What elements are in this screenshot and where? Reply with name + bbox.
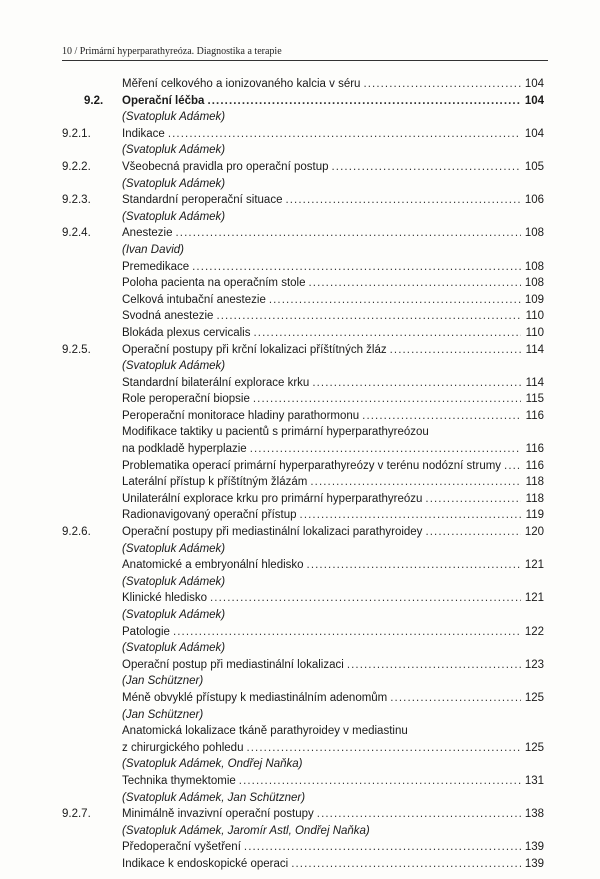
- toc-title: Operační postupy při mediastinální lokalizaci parathyroidey: [122, 526, 423, 539]
- toc-entry: [0, 806, 600, 823]
- toc-title: Poloha pacienta na operačním stole: [122, 277, 306, 290]
- toc-title: Anatomické a embryonální hledisko: [122, 559, 304, 572]
- toc-entry: [0, 723, 600, 740]
- toc-title: Operační postup při mediastinální lokalizaci: [122, 658, 344, 671]
- toc-title: Premedikace: [122, 260, 190, 273]
- toc-page-number: 116: [525, 409, 544, 422]
- toc-page-number: 138: [524, 808, 544, 821]
- toc-title: (Svatopluk Adámek): [122, 210, 226, 223]
- dot-leader: [176, 225, 521, 242]
- dot-leader: [310, 474, 521, 491]
- toc-page-number: 139: [524, 857, 544, 870]
- toc-page-number: 139: [524, 841, 544, 854]
- toc-entry: [0, 259, 600, 276]
- toc-page-number: 108: [524, 260, 544, 273]
- toc-entry: [0, 491, 600, 508]
- toc-entry: [0, 856, 600, 873]
- dot-leader: [307, 557, 521, 574]
- toc-title: Unilaterální explorace krku pro primární hyperparathyreózu: [122, 492, 423, 505]
- toc-title: Blokáda plexus cervicalis: [122, 326, 251, 339]
- toc-entry: [0, 325, 600, 342]
- dot-leader: [390, 342, 521, 359]
- toc-page-number: 119: [525, 509, 544, 522]
- table-of-contents: [0, 76, 600, 873]
- toc-page-number: 110: [525, 310, 544, 323]
- toc-section-number: 9.2.4.: [62, 227, 91, 240]
- toc-author-line: [0, 574, 600, 591]
- toc-page-number: 131: [524, 774, 544, 787]
- dot-leader: [253, 391, 521, 408]
- toc-entry: [0, 292, 600, 309]
- dot-leader: [317, 806, 521, 823]
- toc-title: Technika thymektomie: [122, 774, 236, 787]
- toc-page-number: 118: [525, 476, 544, 489]
- toc-title: (Svatopluk Adámek): [122, 609, 226, 621]
- dot-leader: [244, 839, 521, 856]
- toc-title: Klinické hledisko: [122, 592, 208, 605]
- toc-page-number: 123: [524, 658, 544, 671]
- toc-page-number: 116: [525, 443, 544, 456]
- toc-entry: [0, 275, 600, 292]
- toc-page-number: 116: [525, 459, 544, 472]
- toc-author-line: [0, 607, 600, 624]
- toc-title: Měření celkového a ionizovaného kalcia v séru: [122, 78, 361, 90]
- toc-title: z chirurgického pohledu: [122, 741, 244, 754]
- toc-title: Předoperační vyšetření: [122, 841, 241, 854]
- toc-entry: [0, 308, 600, 325]
- dot-leader: [300, 507, 521, 524]
- toc-title: (Svatopluk Adámek, Jaromír Astl, Ondřej Naňka): [122, 824, 370, 837]
- toc-page-number: 108: [524, 227, 544, 240]
- dot-leader: [210, 590, 521, 607]
- toc-title: Laterální přístup k příštítným žlázám: [122, 476, 308, 489]
- dot-leader: [363, 76, 521, 93]
- toc-entry: [0, 557, 600, 574]
- dot-leader: [269, 292, 521, 309]
- toc-entry: [0, 76, 600, 93]
- dot-leader: [246, 740, 521, 757]
- toc-page-number: 110: [525, 326, 544, 339]
- toc-entry: [0, 590, 600, 607]
- toc-title: (Svatopluk Adámek): [122, 542, 226, 555]
- toc-author-line: [0, 707, 600, 724]
- toc-entry: [0, 391, 600, 408]
- toc-entry: [0, 524, 600, 541]
- dot-leader: [291, 856, 521, 873]
- toc-title: Svodná anestezie: [122, 310, 214, 323]
- dot-leader: [332, 159, 521, 176]
- dot-leader: [168, 126, 521, 143]
- toc-page-number: 108: [524, 277, 544, 290]
- toc-entry: [0, 657, 600, 674]
- dot-leader: [192, 259, 521, 276]
- toc-page-number: 125: [524, 741, 544, 754]
- toc-title: Role peroperační biopsie: [122, 393, 250, 406]
- toc-title: Všeobecná pravidla pro operační postup: [122, 160, 329, 173]
- toc-entry: [0, 441, 600, 458]
- toc-entry: [0, 375, 600, 392]
- toc-page-number: 121: [524, 592, 544, 605]
- dot-leader: [253, 325, 521, 342]
- toc-page-number: 115: [525, 393, 544, 406]
- toc-title: (Jan Schützner): [122, 708, 204, 721]
- toc-page-number: 104: [524, 127, 544, 140]
- dot-leader: [504, 458, 521, 475]
- toc-entry: [0, 424, 600, 441]
- toc-page-number: 118: [525, 492, 544, 505]
- dot-leader: [347, 657, 521, 674]
- toc-title: (Svatopluk Adámek, Jan Schützner): [122, 791, 306, 804]
- toc-page-number: 106: [524, 194, 544, 207]
- toc-title: Minimálně invazivní operační postupy: [122, 808, 314, 821]
- toc-title: Radionavigovaný operační přístup: [122, 509, 297, 522]
- toc-title: (Svatopluk Adámek): [122, 642, 226, 655]
- toc-page-number: 114: [525, 376, 544, 389]
- toc-page-number: 125: [524, 691, 544, 704]
- toc-title: Patologie: [122, 625, 170, 638]
- toc-title: Operační léčba: [122, 94, 205, 107]
- toc-author-line: [0, 242, 600, 259]
- toc-page-number: 105: [524, 160, 544, 173]
- toc-page-number: 121: [524, 559, 544, 572]
- toc-title: Standardní bilaterální explorace krku: [122, 376, 310, 389]
- toc-title: (Jan Schützner): [122, 675, 204, 688]
- toc-title: (Ivan David): [122, 243, 184, 256]
- toc-title: Standardní peroperační situace: [122, 194, 283, 207]
- toc-page-number: 120: [524, 526, 544, 539]
- toc-entry: [0, 159, 600, 176]
- toc-section-number: 9.2.: [84, 94, 104, 107]
- dot-leader: [425, 491, 521, 508]
- toc-title: na podkladě hyperplazie: [122, 443, 247, 456]
- toc-entry: [0, 507, 600, 524]
- toc-author-line: [0, 209, 600, 226]
- toc-author-line: [0, 541, 600, 558]
- toc-entry: [0, 192, 600, 209]
- toc-section-number: 9.2.7.: [62, 808, 91, 821]
- toc-entry: [0, 225, 600, 242]
- toc-title: Peroperační monitorace hladiny parathormonu: [122, 409, 360, 422]
- toc-title: (Svatopluk Adámek, Ondřej Naňka): [122, 758, 303, 771]
- toc-section-number: 9.2.5.: [62, 343, 91, 356]
- header-rule: [62, 60, 548, 61]
- toc-entry: [0, 740, 600, 757]
- dot-leader: [312, 375, 521, 392]
- running-head: 10 / Primární hyperparathyreóza. Diagnostika a terapie: [62, 46, 282, 57]
- toc-entry: [0, 93, 600, 110]
- toc-entry: [0, 690, 600, 707]
- toc-author-line: [0, 176, 600, 193]
- dot-leader: [250, 441, 521, 458]
- dot-leader: [285, 192, 521, 209]
- toc-title: (Svatopluk Adámek): [122, 575, 226, 588]
- toc-entry: [0, 126, 600, 143]
- toc-title: Anestezie: [122, 227, 173, 240]
- toc-page-number: 104: [524, 94, 544, 107]
- dot-leader: [308, 275, 521, 292]
- toc-title: Operační postupy při krční lokalizaci příštítných žláz: [122, 343, 387, 356]
- toc-page-number: 114: [525, 343, 544, 356]
- toc-title: (Svatopluk Adámek): [122, 144, 226, 157]
- dot-leader: [173, 624, 521, 641]
- dot-leader: [216, 308, 521, 325]
- toc-author-line: [0, 640, 600, 657]
- toc-entry: [0, 624, 600, 641]
- toc-section-number: 9.2.1.: [62, 127, 91, 140]
- dot-leader: [207, 93, 521, 110]
- toc-title: Indikace k endoskopické operaci: [122, 857, 289, 870]
- dot-leader: [390, 690, 521, 707]
- toc-section-number: 9.2.2.: [62, 160, 91, 173]
- toc-author-line: [0, 109, 600, 126]
- toc-author-line: [0, 673, 600, 690]
- toc-title: (Svatopluk Adámek): [122, 360, 226, 373]
- toc-title: Problematika operací primární hyperparathyreózy v terénu nodózní strumy: [122, 459, 502, 472]
- toc-author-line: [0, 790, 600, 807]
- toc-author-line: [0, 756, 600, 773]
- toc-title: (Svatopluk Adámek): [122, 177, 226, 190]
- toc-title: Méně obvyklé přístupy k mediastinálním adenomům: [122, 691, 388, 704]
- toc-author-line: [0, 358, 600, 375]
- toc-page-number: 109: [524, 293, 544, 306]
- toc-page-number: 104: [524, 78, 544, 90]
- toc-title: Celková intubační anestezie: [122, 293, 266, 306]
- toc-section-number: 9.2.6.: [62, 526, 91, 539]
- toc-entry: [0, 408, 600, 425]
- toc-entry: [0, 342, 600, 359]
- toc-entry: [0, 474, 600, 491]
- toc-title: Indikace: [122, 127, 165, 140]
- toc-author-line: [0, 823, 600, 840]
- toc-page-number: 122: [524, 625, 544, 638]
- dot-leader: [425, 524, 521, 541]
- toc-entry: [0, 839, 600, 856]
- toc-entry: [0, 458, 600, 475]
- toc-title: Modifikace taktiky u pacientů s primární hyperparathyreózou: [122, 426, 429, 439]
- toc-title: (Svatopluk Adámek): [122, 111, 226, 124]
- toc-entry: [0, 773, 600, 790]
- toc-title: Anatomická lokalizace tkáně parathyroidey v mediastinu: [122, 725, 408, 738]
- dot-leader: [239, 773, 521, 790]
- toc-author-line: [0, 142, 600, 159]
- toc-section-number: 9.2.3.: [62, 194, 91, 207]
- dot-leader: [362, 408, 521, 425]
